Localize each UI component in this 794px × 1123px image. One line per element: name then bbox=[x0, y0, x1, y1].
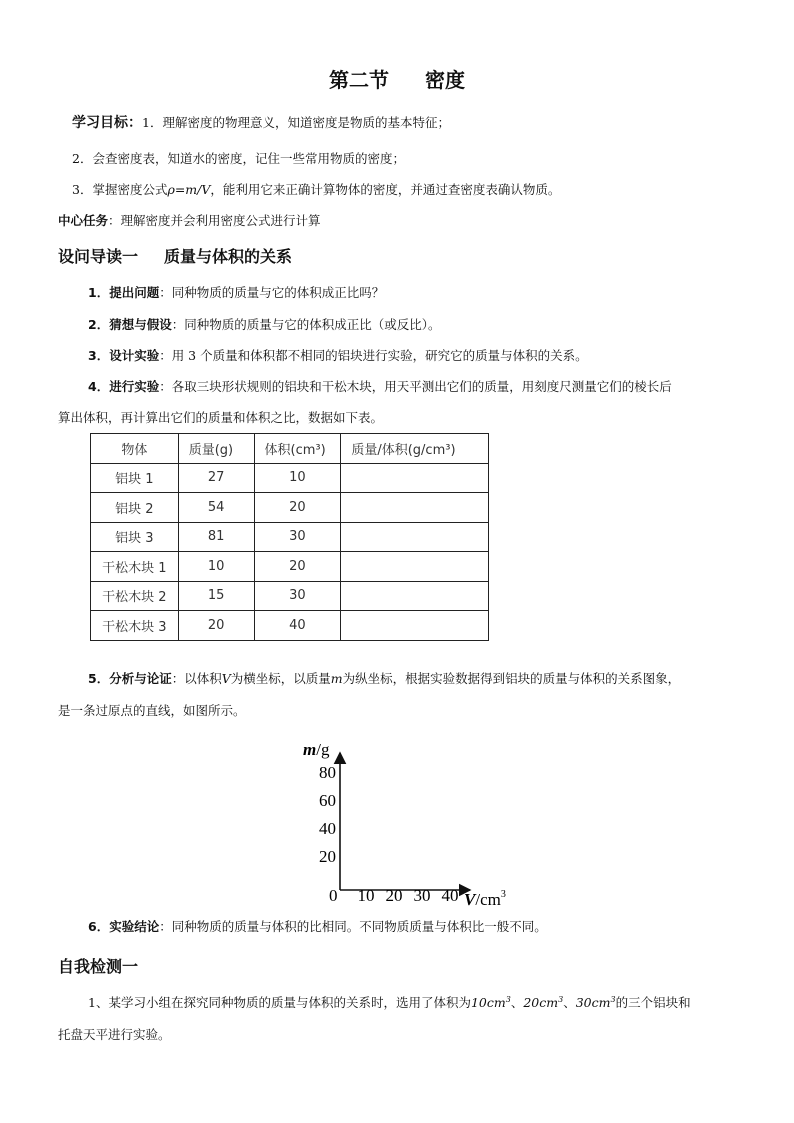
step-5-var-v: V bbox=[221, 671, 231, 686]
step-1 bbox=[88, 283, 384, 301]
table-cell: 铝块 2 bbox=[91, 493, 179, 523]
step-3 bbox=[88, 346, 588, 364]
step-5-text-b: 为横坐标，以质量 bbox=[230, 671, 331, 686]
table-cell: 30 bbox=[254, 522, 341, 552]
exercise-1-volume-3: $30cm^3$ bbox=[575, 994, 616, 1010]
x-tick-label: 40 bbox=[441, 886, 459, 905]
table-cell-answer bbox=[341, 552, 489, 582]
step-1-label: 1．提出问题 bbox=[88, 285, 160, 300]
data-table bbox=[90, 433, 489, 641]
step-5-label: 5．分析与论证 bbox=[88, 671, 172, 686]
central-task bbox=[58, 211, 321, 229]
table-header-volume: 体积(cm³) bbox=[254, 434, 341, 464]
step-4-continuation: 算出体积，再计算出它们的质量和体积之比，数据如下表。 bbox=[58, 410, 384, 425]
origin-label: 0 bbox=[329, 886, 338, 905]
step-5 bbox=[88, 669, 680, 687]
table-cell-answer bbox=[341, 581, 489, 611]
table-cell: 20 bbox=[178, 611, 254, 641]
exercise-1 bbox=[88, 993, 691, 1011]
exercise-1-prefix: 1、某学习小组在探究同种物质的质量与体积的关系时，选用了体积为 bbox=[88, 995, 471, 1010]
step-2 bbox=[88, 315, 440, 333]
step-2-text: ：同种物质的质量与它的体积成正比（或反比）。 bbox=[171, 317, 441, 332]
mass-volume-graph bbox=[300, 735, 520, 907]
table-cell: 54 bbox=[178, 493, 254, 523]
title-section-number: 第二节 bbox=[329, 68, 389, 92]
central-task-label: 中心任务 bbox=[58, 213, 109, 228]
section-1-number: 设问导读一 bbox=[58, 247, 139, 266]
step-4-text: ：各取三块形状规则的铝块和干松木块，用天平测出它们的质量，用刻度尺测量它们的棱长后 bbox=[159, 379, 672, 394]
exercise-1-suffix: 的三个铝块和 bbox=[615, 995, 691, 1010]
step-5-continuation: 是一条过原点的直线，如图所示。 bbox=[58, 703, 246, 718]
table-row bbox=[91, 552, 489, 582]
step-6-label: 6．实验结论 bbox=[88, 919, 160, 934]
table-cell-answer bbox=[341, 493, 489, 523]
table-header-object: 物体 bbox=[91, 434, 179, 464]
objective-item-3-suffix: ，能利用它来正确计算物体的密度，并通过查密度表确认物质。 bbox=[210, 182, 561, 197]
section-heading-2: 自我检测一 bbox=[58, 957, 139, 976]
table-row bbox=[91, 463, 489, 493]
step-5-var-m: m bbox=[330, 671, 343, 686]
table-cell: 干松木块 3 bbox=[91, 611, 179, 641]
table-header-row bbox=[91, 434, 489, 464]
y-tick-label: 20 bbox=[319, 847, 336, 866]
table-cell: 27 bbox=[178, 463, 254, 493]
step-3-text: ：用 3 个质量和体积都不相同的铝块进行实验，研究它的质量与体积的关系。 bbox=[159, 348, 588, 363]
y-tick-label: 80 bbox=[319, 763, 336, 782]
table-cell-answer bbox=[341, 463, 489, 493]
table-row bbox=[91, 581, 489, 611]
step-5-text-c: 为纵坐标，根据实验数据得到铝块的质量与体积的关系图象， bbox=[342, 671, 681, 686]
page-title bbox=[0, 64, 794, 93]
table-cell: 20 bbox=[254, 493, 341, 523]
table-cell: 20 bbox=[254, 552, 341, 582]
step-2-label: 2．猜想与假设 bbox=[88, 317, 172, 332]
table-header-ratio: 质量/体积(g/cm³) bbox=[341, 434, 489, 464]
step-6 bbox=[88, 917, 547, 935]
table-cell: 铝块 3 bbox=[91, 522, 179, 552]
table-cell: 10 bbox=[254, 463, 341, 493]
table-row bbox=[91, 522, 489, 552]
section-1-topic: 质量与体积的关系 bbox=[164, 247, 293, 266]
table-cell: 铝块 1 bbox=[91, 463, 179, 493]
exercise-1-continuation: 托盘天平进行实验。 bbox=[58, 1027, 171, 1042]
table-cell: 15 bbox=[178, 581, 254, 611]
step-4 bbox=[88, 377, 672, 395]
central-task-text: ：理解密度并会利用密度公式进行计算 bbox=[108, 213, 321, 228]
x-tick-label: 10 bbox=[357, 886, 375, 905]
step-5-text-a: ：以体积 bbox=[171, 671, 222, 686]
exercise-1-volume-1: $10cm^3$ bbox=[470, 994, 511, 1010]
exercise-1-separator: 、 bbox=[510, 995, 524, 1010]
x-axis-label: $V/cm^3$ bbox=[464, 889, 506, 907]
table-cell-answer bbox=[341, 611, 489, 641]
density-formula: ρ=m/V bbox=[167, 182, 211, 197]
objective-line-3 bbox=[72, 180, 560, 198]
step-1-text: ：同种物质的质量与它的体积成正比吗？ bbox=[159, 285, 385, 300]
table-row bbox=[91, 493, 489, 523]
table-cell-answer bbox=[341, 522, 489, 552]
table-row bbox=[91, 611, 489, 641]
objectives-label: 学习目标： bbox=[72, 115, 142, 131]
step-6-text: ：同种物质的质量与体积的比相同。不同物质质量与体积比一般不同。 bbox=[159, 919, 547, 934]
x-tick-label: 20 bbox=[385, 886, 403, 905]
y-axis-label: m/g bbox=[303, 740, 330, 759]
table-cell: 30 bbox=[254, 581, 341, 611]
table-cell: 81 bbox=[178, 522, 254, 552]
section-heading-1 bbox=[58, 244, 292, 267]
y-tick-label: 60 bbox=[319, 791, 336, 810]
y-tick-label: 40 bbox=[319, 819, 336, 838]
table-header-mass: 质量(g) bbox=[178, 434, 254, 464]
table-cell: 10 bbox=[178, 552, 254, 582]
exercise-1-volume-2: $20cm^3$ bbox=[523, 994, 564, 1010]
table-cell: 干松木块 2 bbox=[91, 581, 179, 611]
objective-item-3-prefix: 3．掌握密度公式 bbox=[72, 182, 168, 197]
exercise-1-separator: 、 bbox=[563, 995, 576, 1010]
step-3-label: 3．设计实验 bbox=[88, 348, 160, 363]
table-cell: 干松木块 1 bbox=[91, 552, 179, 582]
objective-item-2: 2．会查密度表，知道水的密度，记住一些常用物质的密度； bbox=[72, 151, 405, 166]
title-topic: 密度 bbox=[425, 68, 465, 92]
objective-line-1 bbox=[72, 112, 450, 132]
step-4-label: 4．进行实验 bbox=[88, 379, 160, 394]
table-cell: 40 bbox=[254, 611, 341, 641]
x-tick-label: 30 bbox=[413, 886, 431, 905]
objective-item-1: 1．理解密度的物理意义，知道密度是物质的基本特征； bbox=[142, 115, 450, 130]
